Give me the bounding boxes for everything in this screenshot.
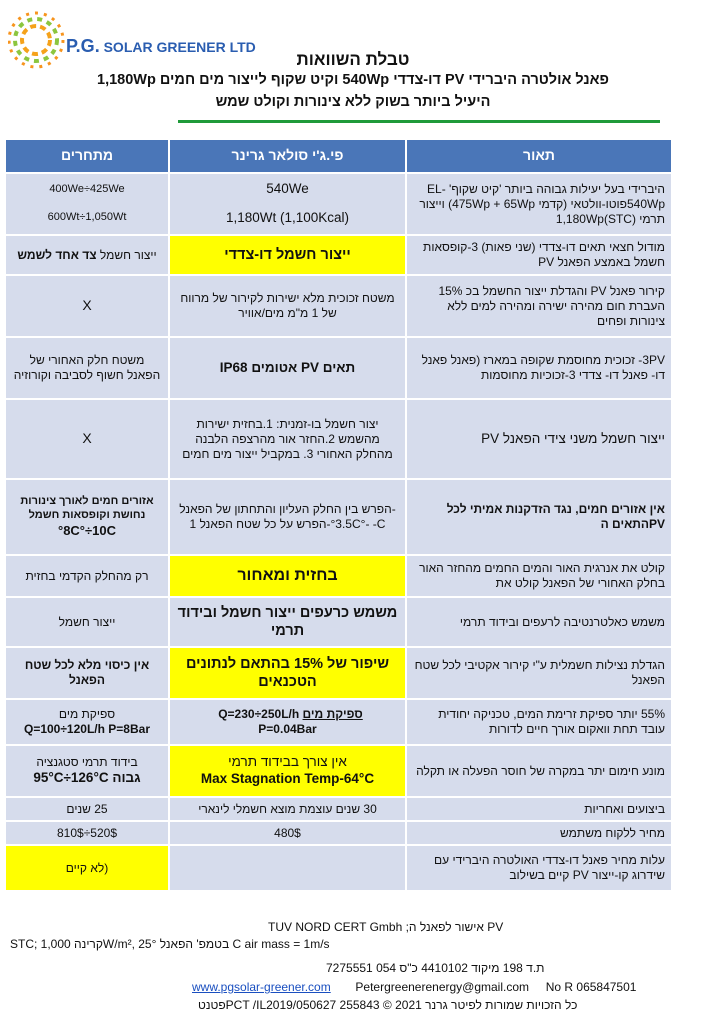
email-address: Petergreenerenergy@gmail.com bbox=[355, 980, 530, 994]
table-row bbox=[5, 173, 672, 235]
website-link[interactable]: www.pgsolar-greener.com bbox=[192, 980, 331, 994]
certification-note: TUV NORD CERT Gmbh ;אישור לפאנל ה PV bbox=[268, 920, 504, 934]
comp-stagnation-temp: גבוה 95°C÷126°C bbox=[33, 770, 141, 786]
row-description: היברידי בעל יעילות גבוהה ביותר 'קיט שקוף' -EL 540Wpפוטו-וולטאי (קדמי 475Wp + 65Wp) וייצור תרמי 1,180Wp(STC) bbox=[406, 173, 672, 235]
pg-insulation-text: אין צורך בבידוד תרמי bbox=[228, 754, 347, 770]
pg-flow-pressure: P=0.04Bar bbox=[258, 722, 317, 736]
table-header-row bbox=[5, 139, 672, 173]
stc-note: STC; קרינה 1,000W/m², בטמפ' הפאנל 25° C air mass = 1m/s bbox=[10, 937, 330, 951]
pg-flow-label: ספיקת מים bbox=[302, 707, 363, 721]
table-row bbox=[5, 479, 672, 555]
row-description: 55% יותר ספיקת זרימת המים, טכניקה יחודית עובד תחת וואקום אורך חיים לדורות bbox=[406, 699, 672, 745]
contact-line bbox=[192, 980, 636, 994]
header-description: תאור bbox=[406, 139, 672, 173]
row-competitor-value: 520$÷810$ bbox=[5, 821, 169, 845]
patent-notice: כל הזכויות שמורות לפיטר גרנר 2021 © PCT /IL2019/050627 255843פטנט bbox=[198, 998, 578, 1012]
row-pg-value: תאים PV אטומים IP68 bbox=[169, 337, 406, 399]
row-competitor-value: X bbox=[5, 399, 169, 479]
row-description: הגדלת נצילות חשמלית ע"י קירור אקטיבי לכל שטח הפאנל bbox=[406, 647, 672, 699]
row-competitor-value: X bbox=[5, 275, 169, 337]
row-pg-value: שיפור של 15% בהתאם לנתונים הטכנאים bbox=[169, 647, 406, 699]
row-description: ביצועים ואחריות bbox=[406, 797, 672, 821]
logo-pg: P.G. bbox=[66, 36, 100, 56]
row-competitor-value bbox=[5, 745, 169, 797]
row-pg-value: משטח זכוכית מלא ישירות לקירור של מרווח של 1 מ"מ מים/אוויר bbox=[169, 275, 406, 337]
page-title: טבלת השוואות bbox=[296, 50, 410, 69]
row-description: משמש כאלטרנטיבה לרעפים ובידוד תרמי bbox=[406, 597, 672, 647]
row-competitor-value: רק מהחלק הקדמי בחזית bbox=[5, 555, 169, 597]
comp-text: ייצור חשמל bbox=[96, 247, 157, 262]
row-competitor-value: 25 שנים bbox=[5, 797, 169, 821]
row-description: קירור פאנל PV והגדלת ייצור החשמל בכ 15% העברת חום מהירה ישירה ומהירה למים ללא צינורות ופחים bbox=[406, 275, 672, 337]
page-subtitle: פאנל אולטרה היברידי PV דו-צדדי 540Wp וקיט שקוף לייצור מים חמים 1,180Wp bbox=[97, 72, 609, 88]
table-row bbox=[5, 555, 672, 597]
row-competitor-value bbox=[5, 173, 169, 235]
comp-hotspot-text: אזורים חמים לאורך צינורות נחושת וקופסאות חשמל bbox=[20, 495, 154, 521]
comp-electric-output: 400We÷425We bbox=[49, 183, 125, 196]
row-description: מחיר ללקוח משתמש bbox=[406, 821, 672, 845]
comp-thermal-output: 600Wt÷1,050Wt bbox=[47, 211, 127, 223]
header-competitors: מתחרים bbox=[5, 139, 169, 173]
row-pg-value: 480$ bbox=[169, 821, 406, 845]
row-pg-value bbox=[169, 845, 406, 891]
row-pg-value: ייצור חשמל דו-צדדי bbox=[169, 235, 406, 275]
row-competitor-value: אין כיסוי מלא לכל שטח הפאנל bbox=[5, 647, 169, 699]
row-pg-value bbox=[169, 173, 406, 235]
row-pg-value: -הפרש בין החלק העליון והתחתון של הפאנל 3.5C°- -C°-הפרש על כל שטח הפאנל 1 bbox=[169, 479, 406, 555]
table-row bbox=[5, 745, 672, 797]
header-pg-solar: פי.ג'י סולאר גרינר bbox=[169, 139, 406, 173]
table-row bbox=[5, 275, 672, 337]
page-subtitle-2: היעיל ביותר בשוק ללא צינורות וקולט שמש bbox=[215, 94, 491, 110]
row-pg-value: יצור חשמל בו-זמנית: 1.בחזית ישירות מהשמש 2.החזר אור מהרצפה הלבנה מהחלק האחורי 3. במקביל ייצור מים חמים bbox=[169, 399, 406, 479]
pg-thermal-output: 1,180Wt (1,100Kcal) bbox=[225, 210, 350, 225]
table-row bbox=[5, 647, 672, 699]
table-row bbox=[5, 797, 672, 821]
table-row bbox=[5, 235, 672, 275]
table-row bbox=[5, 399, 672, 479]
table-row bbox=[5, 597, 672, 647]
row-competitor-value: משטח חלק האחורי של הפאנל חשוף לסביבה וקורוזיה bbox=[5, 337, 169, 399]
comp-hotspot-temp: 8C°÷10C° bbox=[57, 522, 116, 538]
row-description: אין אזורים חמים, נגד הזדקנות אמיתי לכל PVהתאים ה bbox=[406, 479, 672, 555]
row-pg-value bbox=[169, 745, 406, 797]
logo-name: SOLAR GREENER LTD bbox=[103, 39, 256, 55]
table-row bbox=[5, 699, 672, 745]
row-pg-value: משמש כרעפים ייצור חשמל ובידוד תרמי bbox=[169, 597, 406, 647]
comp-flow-pressure: P=8Bar bbox=[108, 722, 150, 736]
row-competitor-value bbox=[5, 235, 169, 275]
row-pg-value: בחזית ומאחור bbox=[169, 555, 406, 597]
row-competitor-value bbox=[5, 699, 169, 745]
row-competitor-value: (לא קיים bbox=[5, 845, 169, 891]
row-description: קולט את אנרגית האור והמים החמים מהחזר האור בחלק האחורי של הפאנל קולט את bbox=[406, 555, 672, 597]
row-description: ייצור חשמל משני צידי הפאנל PV bbox=[406, 399, 672, 479]
row-description: עלות מחיר פאנל דו-צדדי האולטרה היברידי עם שידרוג קו-ייצור PV קיים בשילוב bbox=[406, 845, 672, 891]
pg-electric-output: 540We bbox=[266, 181, 309, 197]
table-row bbox=[5, 337, 672, 399]
pg-flow-rate: Q=230÷250L/h bbox=[218, 707, 300, 721]
comp-insulation-text: בידוד תרמי סטגנציה bbox=[36, 755, 138, 770]
title-divider bbox=[178, 120, 660, 123]
row-pg-value: 30 שנים עוצמת מוצא חשמלי לינארי bbox=[169, 797, 406, 821]
row-description: 3PV- זכוכית מחוסמת שקופה במארז (פאנל פאנל דו- פאנל דו- צדדי 3-זכוכיות מחוסמות bbox=[406, 337, 672, 399]
table-row bbox=[5, 845, 672, 891]
row-description: מונע חימום יתר במקרה של חוסר הפעלה או תקלה bbox=[406, 745, 672, 797]
row-pg-value bbox=[169, 699, 406, 745]
row-description: מודול חצאי תאים דו-צדדי (שני פאות) 3-קופסאות חשמל באמצע הפאנל PV bbox=[406, 235, 672, 275]
row-competitor-value bbox=[5, 479, 169, 555]
table-row bbox=[5, 821, 672, 845]
comp-flow-rate: Q=100÷120L/h bbox=[23, 722, 105, 736]
comp-flow-label: ספיקת מים bbox=[58, 707, 116, 721]
comparison-table bbox=[4, 138, 673, 892]
registration-number: No R 065847501 bbox=[545, 980, 637, 994]
comp-text-bold: צד אחד לשמש bbox=[17, 247, 97, 262]
row-competitor-value: ייצור חשמל bbox=[5, 597, 169, 647]
pg-stagnation-temp: Max Stagnation Temp-64°C bbox=[200, 771, 375, 786]
postal-address: ת.ד 198 מיקוד 4410102 כ"ס 054 7275551 bbox=[326, 961, 545, 975]
